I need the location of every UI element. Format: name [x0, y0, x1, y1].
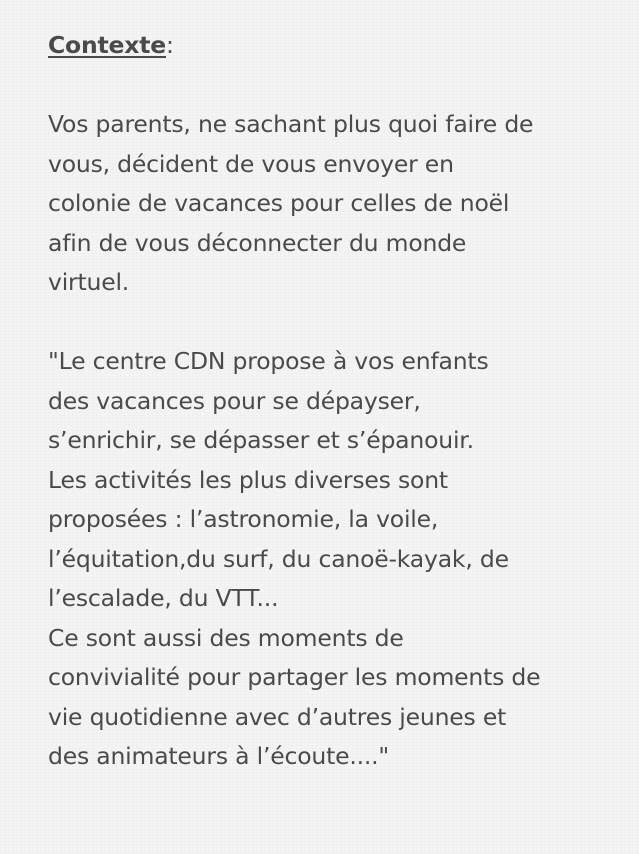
quote-paragraph: "Le centre CDN propose à vos enfants des vacances pour se dépayser, s’enrichir, se dépasser et s’épanouir. Les activités les plus diverses sont proposées : l’astronomie, la voile, l’équitation,du surf, du canoë-kayak, de l’escalade, du VTT... Ce sont aussi des moments de convivialité pour partager les moments de vie quotidienne avec d’autres jeunes et des animateurs à l’écoute....": [48, 347, 541, 770]
heading-line: [48, 26, 628, 66]
note-document: [48, 26, 628, 777]
blank-line: [48, 66, 628, 106]
heading-colon: :: [166, 31, 174, 59]
section-heading: Contexte: [48, 31, 167, 59]
context-paragraph: Vos parents, ne sachant plus quoi faire de vous, décident de vous envoyer en colonie de vacances pour celles de noël afin de vous déconnecter du monde virtuel.: [48, 110, 534, 296]
blank-line: [48, 303, 628, 343]
